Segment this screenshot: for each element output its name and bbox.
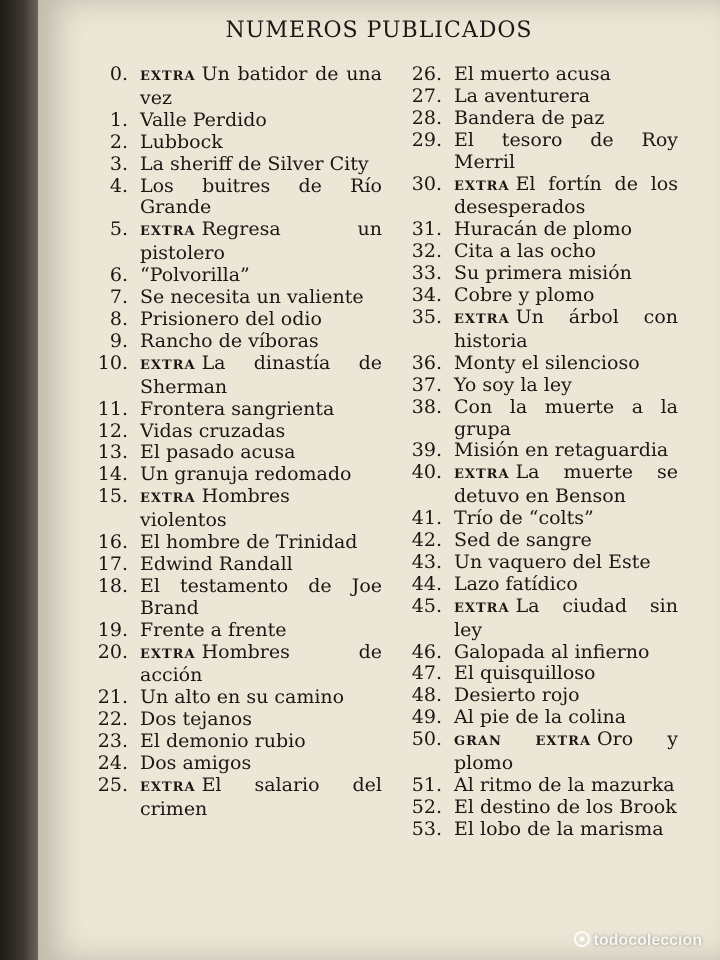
- entry-number: 24.: [97, 752, 128, 775]
- entry-number: 33.: [411, 262, 442, 285]
- entry-title: La dinastía de Sherman: [140, 351, 382, 398]
- entry-number: 37.: [411, 373, 442, 396]
- entry-body: [140, 331, 382, 353]
- entry-title: Cobre y plomo: [454, 284, 595, 307]
- title-entry: [388, 596, 678, 642]
- entry-body: [140, 399, 382, 421]
- entry-title: Monty el silencioso: [454, 351, 640, 374]
- entry-number: 44.: [411, 572, 442, 595]
- entry-number: 9.: [109, 329, 128, 352]
- entry-number: 52.: [411, 795, 442, 818]
- extra-tag: EXTRA: [454, 311, 510, 327]
- book-spine-shadow: [0, 0, 38, 960]
- entry-title: El testamento de Joe Brand: [140, 574, 382, 619]
- entry-body: [454, 707, 678, 729]
- title-entry: [388, 530, 678, 552]
- entry-body: [454, 64, 678, 86]
- entry-body: [454, 530, 678, 552]
- title-entry: [388, 797, 678, 819]
- entry-number: 25.: [97, 774, 128, 796]
- entry-number: 23.: [97, 730, 128, 753]
- title-entry: [82, 331, 382, 353]
- title-entry: [82, 353, 382, 399]
- entry-body: [454, 819, 678, 841]
- title-entry: [82, 775, 382, 821]
- entry-number: 4.: [109, 174, 128, 197]
- title-entry: [388, 64, 678, 86]
- entry-title: Frente a frente: [140, 618, 287, 641]
- extra-tag: EXTRA: [140, 224, 196, 240]
- entry-number: 6.: [109, 264, 128, 287]
- entry-body: [140, 132, 382, 154]
- entry-number: 19.: [97, 618, 128, 641]
- title-entry: [82, 265, 382, 287]
- entry-body: [454, 663, 678, 685]
- title-entry: [82, 642, 382, 688]
- entry-number: 11.: [97, 397, 128, 420]
- entry-body: [454, 353, 678, 375]
- entry-title: El fortín de los desesperados: [454, 172, 678, 219]
- entry-body: [140, 287, 382, 309]
- entry-number: 20.: [97, 640, 128, 663]
- entry-title: El pasado acusa: [140, 441, 296, 464]
- entry-body: [454, 596, 678, 642]
- entry-body: [454, 219, 678, 241]
- entry-number: 35.: [411, 305, 442, 328]
- entry-body: [140, 176, 382, 220]
- entry-body: [454, 574, 678, 596]
- title-entry: [388, 508, 678, 530]
- entry-title: Se necesita un valiente: [140, 286, 364, 309]
- entry-title: La muerte se detuvo en Benson: [454, 461, 678, 508]
- entry-number: 3.: [109, 152, 128, 175]
- title-entry: [388, 263, 678, 285]
- entry-number: 47.: [411, 662, 442, 685]
- entry-number: 40.: [411, 461, 442, 484]
- entry-body: [140, 265, 382, 287]
- entry-body: [454, 508, 678, 530]
- title-entry: [388, 307, 678, 353]
- entry-title: Sed de sangre: [454, 529, 592, 552]
- entry-body: [140, 64, 382, 110]
- title-entry: [82, 442, 382, 464]
- title-entry: [82, 620, 382, 642]
- title-entry: [388, 663, 678, 685]
- entry-title: Prisionero del odio: [140, 307, 322, 330]
- title-entry: [388, 174, 678, 220]
- extra-tag: EXTRA: [140, 491, 196, 507]
- entry-title: Con la muerte a la grupa: [454, 395, 678, 440]
- entry-title: Dos tejanos: [140, 708, 252, 731]
- entry-title: Hombres de acción: [140, 640, 382, 687]
- title-entry: [82, 731, 382, 753]
- title-entry: [82, 687, 382, 709]
- entry-title: Los buitres de Río Grande: [140, 174, 382, 219]
- title-entry: [388, 819, 678, 841]
- entry-title: Un vaquero del Este: [454, 550, 651, 573]
- extra-tag: EXTRA: [140, 646, 196, 662]
- entry-number: 29.: [411, 128, 442, 151]
- entry-body: [454, 552, 678, 574]
- title-entry: [388, 86, 678, 108]
- title-entry: [388, 285, 678, 307]
- entry-body: [140, 576, 382, 620]
- title-entry: [82, 576, 382, 620]
- entry-number: 8.: [109, 307, 128, 330]
- title-entry: [388, 397, 678, 441]
- entry-title: Oro y plomo: [454, 728, 678, 775]
- entry-number: 16.: [97, 531, 128, 554]
- entry-body: [140, 219, 382, 265]
- entry-body: [140, 154, 382, 176]
- page-heading: NUMEROS PUBLICADOS: [225, 18, 533, 43]
- entry-title: Misión en retaguardia: [454, 439, 669, 462]
- entry-body: [140, 709, 382, 731]
- entry-title: La aventurera: [454, 84, 591, 107]
- book-page: [38, 0, 720, 960]
- entry-body: [454, 397, 678, 441]
- entry-title: Un granuja redomado: [140, 463, 352, 486]
- title-entry: [82, 554, 382, 576]
- title-entry: [388, 642, 678, 664]
- watermark-text: todocoleccion: [593, 932, 702, 949]
- entry-body: [140, 353, 382, 399]
- entry-title: Yo soy la ley: [454, 373, 572, 396]
- entry-title: Vidas cruzadas: [140, 419, 286, 442]
- title-entry: [82, 753, 382, 775]
- entry-number: 17.: [97, 552, 128, 575]
- entry-body: [140, 620, 382, 642]
- entry-number: 27.: [411, 84, 442, 107]
- extra-tag: EXTRA: [140, 357, 196, 373]
- title-entry: [388, 552, 678, 574]
- entry-body: [140, 442, 382, 464]
- entry-title: El salario del crimen: [140, 774, 382, 820]
- entry-body: [454, 108, 678, 130]
- title-entry: [388, 775, 678, 797]
- entry-body: [454, 729, 678, 775]
- entry-number: 38.: [411, 395, 442, 418]
- entry-body: [140, 687, 382, 709]
- entry-number: 49.: [411, 706, 442, 729]
- entry-number: 45.: [411, 594, 442, 617]
- entry-number: 51.: [411, 774, 442, 796]
- entry-title: Galopada al infierno: [454, 640, 650, 663]
- entry-title: El hombre de Trinidad: [140, 531, 358, 554]
- entry-title: El destino de los Brook: [454, 795, 677, 818]
- entry-body: [140, 642, 382, 688]
- title-entry: [82, 421, 382, 443]
- entry-title: La sheriff de Silver City: [140, 152, 369, 175]
- extra-tag: EXTRA: [454, 467, 510, 483]
- title-entry: [388, 729, 678, 775]
- entry-body: [454, 263, 678, 285]
- title-entry: [388, 440, 678, 462]
- entry-number: 2.: [109, 130, 128, 153]
- title-entry: [388, 353, 678, 375]
- title-entry: [388, 375, 678, 397]
- entry-title: Lubbock: [140, 130, 223, 153]
- entry-body: [454, 285, 678, 307]
- entry-title: El demonio rubio: [140, 730, 306, 753]
- entry-number: 14.: [97, 463, 128, 486]
- title-entry: [388, 685, 678, 707]
- title-entry: [388, 241, 678, 263]
- entry-body: [140, 309, 382, 331]
- entry-title: Su primera misión: [454, 262, 632, 285]
- title-entry: [82, 219, 382, 265]
- entry-body: [140, 775, 382, 821]
- entry-number: 15.: [97, 485, 128, 508]
- entry-number: 31.: [411, 218, 442, 241]
- title-entry: [388, 219, 678, 241]
- extra-tag: EXTRA: [140, 780, 196, 795]
- entry-title: Valle Perdido: [140, 108, 267, 131]
- title-entry: [82, 132, 382, 154]
- entry-body: [454, 241, 678, 263]
- entry-body: [454, 685, 678, 707]
- entry-number: 5.: [109, 218, 128, 241]
- entry-body: [454, 86, 678, 108]
- entry-number: 50.: [411, 728, 442, 751]
- title-entry: [82, 309, 382, 331]
- entry-body: [140, 753, 382, 775]
- entry-body: [454, 130, 678, 174]
- entry-number: 43.: [411, 550, 442, 573]
- entry-title: Lazo fatídico: [454, 572, 578, 595]
- entry-body: [140, 731, 382, 753]
- entry-title: “Polvorilla”: [140, 264, 250, 287]
- entry-title: Un árbol con historia: [454, 305, 678, 352]
- entry-number: 22.: [97, 708, 128, 731]
- entry-number: 18.: [97, 574, 128, 597]
- entry-body: [140, 554, 382, 576]
- entry-title: Un batidor de una vez: [140, 63, 382, 109]
- title-entry: [82, 110, 382, 132]
- entry-title: Frontera sangrienta: [140, 397, 335, 420]
- entry-title: La ciudad sin ley: [454, 594, 678, 641]
- entry-body: [454, 642, 678, 664]
- entry-title: Trío de “colts”: [454, 507, 594, 530]
- watermark: [574, 931, 702, 950]
- title-entry: [388, 462, 678, 508]
- left-title-column: [82, 64, 382, 821]
- entry-number: 42.: [411, 529, 442, 552]
- entry-title: Desierto rojo: [454, 684, 580, 707]
- title-entry: [82, 464, 382, 486]
- entry-body: [454, 174, 678, 220]
- entry-body: [140, 532, 382, 554]
- title-entry: [388, 707, 678, 729]
- entry-number: 34.: [411, 284, 442, 307]
- title-entry: [82, 709, 382, 731]
- entry-number: 1.: [109, 108, 128, 131]
- entry-number: 26.: [411, 63, 442, 85]
- entry-number: 53.: [411, 817, 442, 840]
- title-entry: [388, 130, 678, 174]
- entry-number: 21.: [97, 686, 128, 709]
- title-entry: [388, 108, 678, 130]
- title-entry: [82, 64, 382, 110]
- entry-body: [140, 110, 382, 132]
- right-title-column: [388, 64, 678, 841]
- title-entry: [82, 486, 382, 532]
- title-entry: [82, 532, 382, 554]
- entry-number: 13.: [97, 441, 128, 464]
- entry-number: 41.: [411, 507, 442, 530]
- entry-body: [454, 775, 678, 797]
- title-entry: [82, 154, 382, 176]
- extra-tag: GRAN EXTRA: [454, 734, 592, 750]
- entry-title: Hombres violentos: [140, 485, 290, 532]
- entry-body: [454, 307, 678, 353]
- entry-number: 46.: [411, 640, 442, 663]
- entry-number: 48.: [411, 684, 442, 707]
- entry-body: [140, 421, 382, 443]
- entry-number: 30.: [411, 172, 442, 195]
- entry-body: [140, 486, 382, 532]
- entry-number: 0.: [109, 63, 128, 85]
- extra-tag: EXTRA: [454, 178, 510, 194]
- extra-tag: EXTRA: [140, 69, 196, 84]
- entry-number: 7.: [109, 286, 128, 309]
- title-entry: [82, 399, 382, 421]
- entry-number: 32.: [411, 240, 442, 263]
- entry-number: 28.: [411, 106, 442, 129]
- entry-body: [140, 464, 382, 486]
- entry-title: Cita a las ocho: [454, 240, 596, 263]
- entry-body: [454, 797, 678, 819]
- entry-number: 39.: [411, 439, 442, 462]
- entry-title: Un alto en su camino: [140, 686, 345, 709]
- entry-title: Al pie de la colina: [454, 706, 627, 729]
- entry-body: [454, 440, 678, 462]
- extra-tag: EXTRA: [454, 600, 510, 616]
- entry-number: 36.: [411, 351, 442, 374]
- entry-body: [454, 462, 678, 508]
- entry-number: 12.: [97, 419, 128, 442]
- entry-title: El quisquilloso: [454, 662, 596, 685]
- title-entry: [82, 176, 382, 220]
- watermark-logo-icon: [574, 931, 590, 947]
- entry-title: Dos amigos: [140, 752, 252, 775]
- title-entry: [82, 287, 382, 309]
- entry-title: El lobo de la marisma: [454, 817, 664, 840]
- entry-title: Bandera de paz: [454, 106, 605, 129]
- entry-body: [454, 375, 678, 397]
- entry-title: Rancho de víboras: [140, 329, 319, 352]
- entry-title: Al ritmo de la mazurka: [454, 774, 675, 796]
- entry-title: Huracán de plomo: [454, 218, 633, 241]
- entry-number: 10.: [97, 351, 128, 374]
- entry-title: Edwind Randall: [140, 552, 293, 575]
- entry-title: El muerto acusa: [454, 63, 611, 85]
- title-entry: [388, 574, 678, 596]
- entry-title: El tesoro de Roy Merril: [454, 128, 678, 173]
- entry-title: Regresa un pistolero: [140, 218, 382, 265]
